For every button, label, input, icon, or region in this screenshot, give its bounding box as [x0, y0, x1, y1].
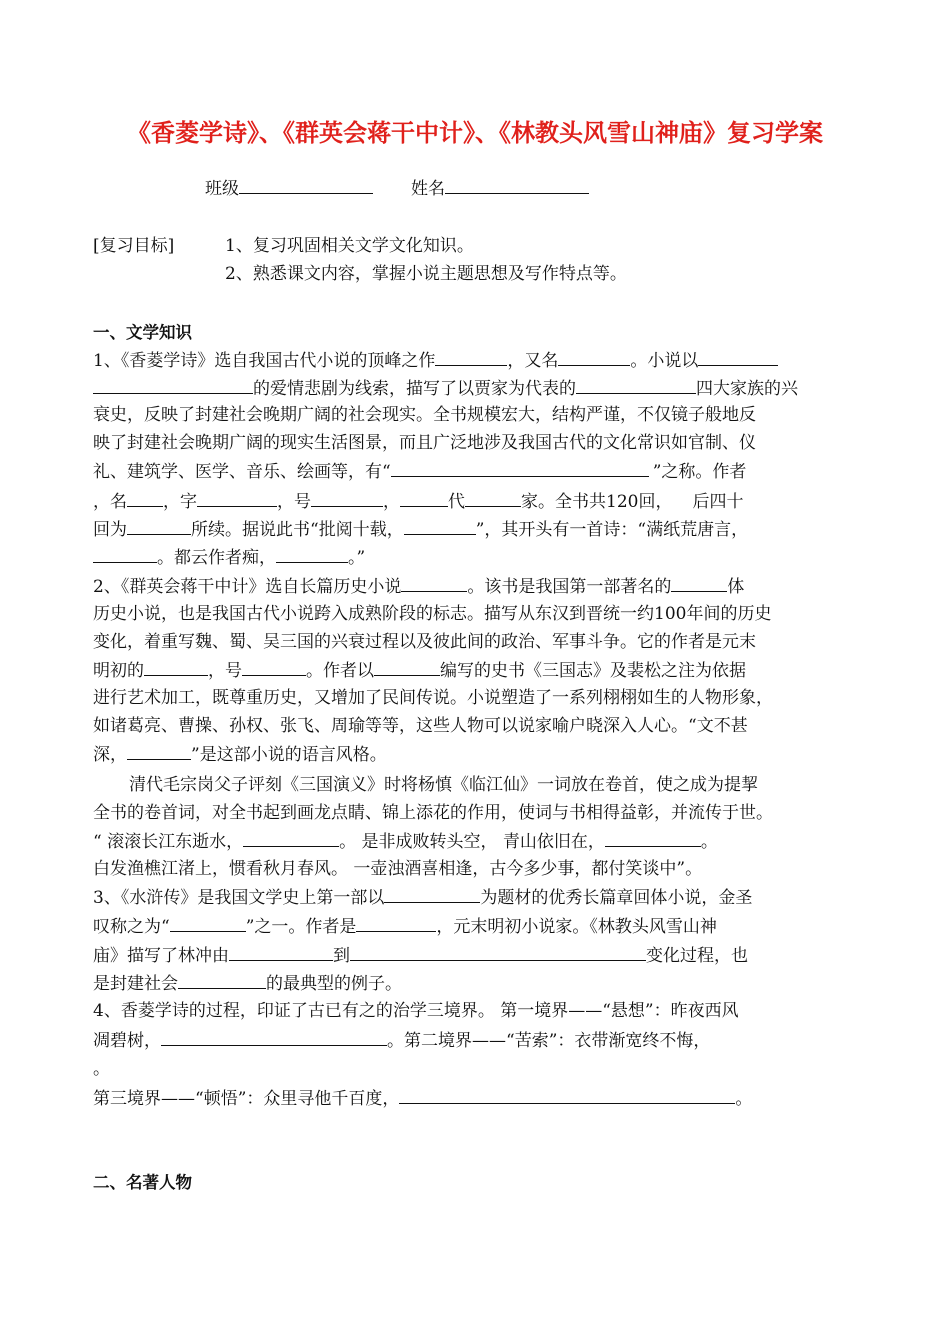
- text: 的爱情悲剧为线索，描写了以贾家为代表的: [253, 379, 576, 399]
- answer-blank[interactable]: [671, 573, 727, 592]
- answer-blank[interactable]: [161, 1027, 387, 1046]
- q1-line-5: [93, 458, 746, 485]
- answer-blank[interactable]: [127, 488, 163, 507]
- text: 叹称之为“: [93, 917, 170, 937]
- text: 变化过程，也: [646, 946, 748, 966]
- answer-blank[interactable]: [243, 828, 339, 847]
- text: ，: [383, 492, 400, 512]
- goals-label: [复习目标]: [93, 236, 175, 256]
- q2-line-4: [93, 657, 746, 684]
- text: ”之称。作者: [652, 462, 747, 482]
- q2-para2-line-3: [93, 828, 718, 855]
- text: 回为: [93, 520, 127, 540]
- text: 。第二境界——“苦索”：衣带渐宽终不悔，: [387, 1031, 711, 1051]
- text: ，元末明初小说家。《林教头风雪山神: [436, 917, 717, 937]
- text: ，号: [277, 492, 311, 512]
- answer-blank[interactable]: [400, 488, 448, 507]
- q1-line-6: [93, 488, 743, 515]
- answer-blank[interactable]: [93, 375, 253, 394]
- text: 1、《香菱学诗》选自我国古代小说的顶峰之作: [93, 351, 436, 371]
- goal-line-1: [93, 233, 474, 259]
- text: 。该书是我国第一部著名的: [467, 577, 672, 597]
- answer-blank[interactable]: [144, 657, 208, 676]
- section-heading-literature: 一、文学知识: [93, 323, 192, 342]
- answer-blank[interactable]: [401, 573, 467, 592]
- text: 四大家族的兴: [696, 379, 798, 399]
- answer-blank[interactable]: [384, 884, 480, 903]
- q1-line-7: [93, 516, 748, 543]
- answer-blank[interactable]: [558, 347, 630, 366]
- answer-blank[interactable]: [374, 657, 440, 676]
- q1-line-3: 衰史，反映了封建社会晚期广阔的社会现实。全书规模宏大，结构严谨，不仅镜子般地反: [93, 405, 756, 425]
- text: 。小说以: [630, 351, 699, 371]
- text: 是封建社会: [93, 974, 178, 994]
- q3-line-3: [93, 942, 748, 969]
- q2-line-1: [93, 573, 744, 600]
- text: 家。全书共120回，: [521, 492, 673, 512]
- q1-line-4: 映了封建社会晚期广阔的现实生活图景，而且广泛地涉及我国古代的文化常识如官制、仪: [93, 433, 756, 453]
- q1-line-2: [93, 375, 798, 402]
- name-blank[interactable]: [445, 175, 589, 194]
- answer-blank[interactable]: [435, 347, 507, 366]
- goal-item-2: 2、熟悉课文内容，掌握小说主题思想及写作特点等。: [225, 264, 627, 284]
- answer-blank[interactable]: [350, 942, 646, 961]
- text: 后四十: [692, 492, 744, 512]
- text: 为题材的优秀长篇章回体小说，金圣: [480, 888, 753, 908]
- answer-blank[interactable]: [242, 657, 306, 676]
- text: 到: [333, 946, 350, 966]
- class-label: 班级: [205, 179, 239, 199]
- text: 。都云作者痴，: [157, 548, 276, 568]
- q3-line-2: [93, 913, 717, 940]
- q2-para2-line-4: 白发渔樵江渚上，惯看秋月春风。 一壶浊酒喜相逢，古今多少事，都付笑谈中”。: [93, 859, 703, 879]
- q3-line-1: [93, 884, 752, 911]
- name-label: 姓名: [411, 179, 445, 199]
- answer-blank[interactable]: [576, 375, 696, 394]
- q3-line-4: [93, 970, 402, 997]
- text: 明初的: [93, 661, 144, 681]
- answer-blank[interactable]: [311, 488, 383, 507]
- q4-line-2: [93, 1027, 710, 1054]
- text: ，又名: [507, 351, 559, 371]
- q4-line-4: [93, 1085, 752, 1112]
- text: 体: [727, 577, 745, 597]
- text: 礼、建筑学、医学、音乐、绘画等，有“: [93, 462, 391, 482]
- answer-blank[interactable]: [465, 488, 521, 507]
- answer-blank[interactable]: [404, 516, 476, 535]
- page-title: 《香菱学诗》、《群英会蒋干中计》、《林教头风雪山神庙》复习学案: [127, 119, 823, 147]
- q1-line-8: [93, 544, 365, 571]
- q4-line-1: 4、香菱学诗的过程，印证了古已有之的治学三境界。 第一境界——“悬想”：昨夜西风: [93, 1001, 739, 1021]
- q2-line-3: 变化，着重写魏、蜀、吴三国的兴衰过程以及彼此间的政治、军事斗争。它的作者是元末: [93, 632, 756, 652]
- answer-blank[interactable]: [93, 544, 157, 563]
- class-blank[interactable]: [239, 175, 373, 194]
- q2-line-2: 历史小说，也是我国古代小说跨入成熟阶段的标志。描写从东汉到晋统一约100年间的历史: [93, 604, 772, 624]
- q1-line-1: [93, 347, 778, 374]
- text: 庙》描写了林冲由: [93, 946, 229, 966]
- text: 编写的史书《三国志》及裴松之注为依据: [440, 661, 746, 681]
- text: 所续。据说此书“批阅十载，: [191, 520, 404, 540]
- q2-line-7: [93, 741, 387, 768]
- q4-line-3: 。: [93, 1059, 110, 1079]
- text: ”是这部小说的语言风格。: [191, 745, 387, 765]
- text: ，名: [93, 492, 127, 512]
- text: ，号: [208, 661, 242, 681]
- answer-blank[interactable]: [229, 942, 333, 961]
- answer-blank[interactable]: [127, 741, 191, 760]
- answer-blank[interactable]: [399, 1085, 735, 1104]
- section-heading-characters: 二、名著人物: [93, 1173, 192, 1192]
- text: 。: [700, 832, 718, 852]
- answer-blank[interactable]: [197, 488, 277, 507]
- text: ，字: [163, 492, 197, 512]
- text: ”，其开头有一首诗：“满纸荒唐言，: [475, 520, 749, 540]
- answer-blank[interactable]: [698, 347, 778, 366]
- answer-blank[interactable]: [356, 913, 436, 932]
- text: 。: [735, 1089, 753, 1109]
- q2-line-5: 进行艺术加工，既尊重历史，又增加了民间传说。小说塑造了一系列栩栩如生的人物形象，: [93, 688, 773, 708]
- class-name-line: [205, 175, 589, 202]
- text: 2、《群英会蒋干中计》选自长篇历史小说: [93, 577, 402, 597]
- q2-line-6: 如诸葛亮、曹操、孙权、张飞、周瑜等等，这些人物可以说家喻户晓深入人心。“文不甚: [93, 716, 748, 736]
- text: 深，: [93, 745, 127, 765]
- text: ”之一。作者是: [245, 917, 357, 937]
- text: 。 是非成败转头空， 青山依旧在，: [339, 832, 605, 852]
- answer-blank[interactable]: [127, 516, 191, 535]
- goal-item-1: 1、复习巩固相关文学文化知识。: [225, 236, 474, 256]
- text: 第三境界——“顿悟”：众里寻他千百度，: [93, 1089, 400, 1109]
- q2-para2-line-2: 全书的卷首词，对全书起到画龙点睛、锦上添花的作用，使词与书相得益彰，并流传于世。: [93, 803, 773, 823]
- answer-blank[interactable]: [178, 970, 266, 989]
- text: 凋碧树，: [93, 1031, 161, 1051]
- text: 代: [448, 492, 465, 512]
- answer-blank[interactable]: [276, 544, 348, 563]
- text: 。作者以: [306, 661, 374, 681]
- text: 。”: [348, 548, 366, 568]
- text: “ 滚滚长江东逝水，: [93, 832, 244, 852]
- text: 3、《水浒传》是我国文学史上第一部以: [93, 888, 385, 908]
- text: 的最典型的例子。: [266, 974, 402, 994]
- answer-blank[interactable]: [170, 913, 246, 932]
- answer-blank[interactable]: [391, 458, 649, 477]
- answer-blank[interactable]: [605, 828, 701, 847]
- q2-para2-line-1: 清代毛宗岗父子评刻《三国演义》时将杨慎《临江仙》一词放在卷首，使之成为提挈: [129, 775, 758, 795]
